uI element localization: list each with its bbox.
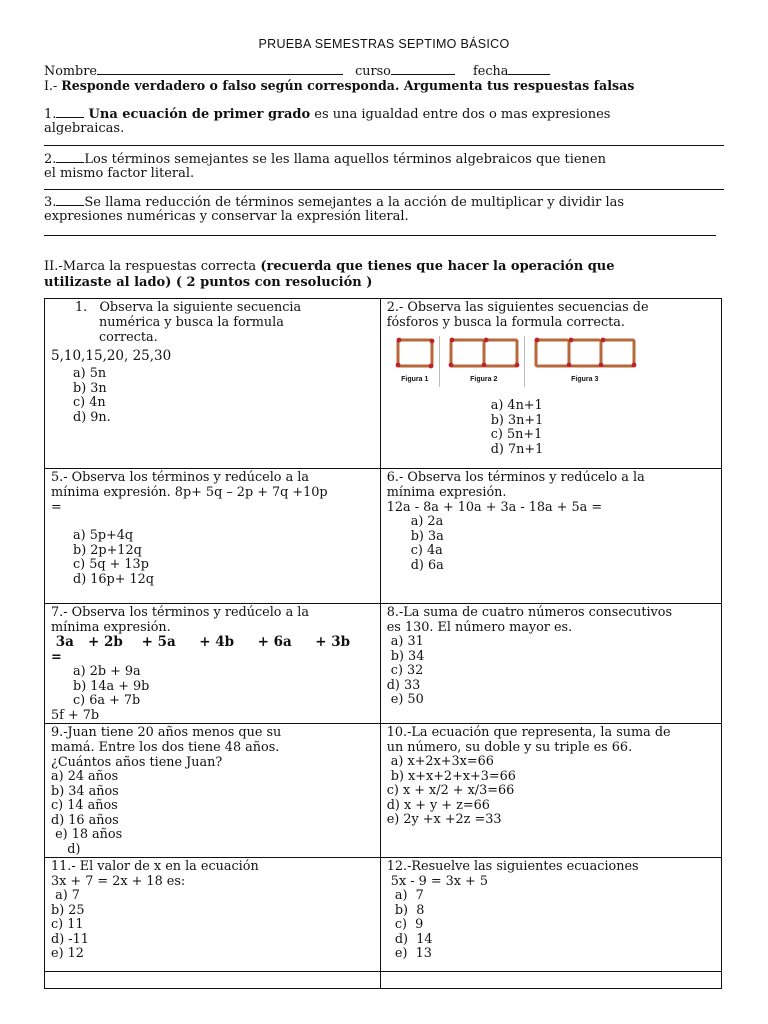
question-2-cell: 2.- Observa las siguientes secuencias de fósforos y busca la formula correcta. Figura 1 Figura 2 Figura 3 a) 4n+1 b) 3n+1 c) 5n+1 d) 7n+1 xyxy=(380,299,721,469)
figure-2: Figura 2 xyxy=(444,336,525,387)
instruction-text: Responde verdadero o falso según corresponda. Argumenta tus respuestas falsas xyxy=(61,78,635,93)
tf-answer-2[interactable] xyxy=(56,151,84,163)
figure-1: Figura 1 xyxy=(391,336,440,387)
option[interactable]: b) 34 años xyxy=(51,783,119,799)
question-9-cell: 9.-Juan tiene 20 años menos que su mamá. Entre los dos tiene 48 años. ¿Cuántos años tiene Juan? a) 24 años b) 34 años c) 14 años d) 16 años e) 18 años d) xyxy=(45,724,381,858)
option[interactable]: e) 13 xyxy=(386,946,432,961)
option[interactable]: e) 12 xyxy=(51,946,84,961)
option[interactable]: a) 4n+1 xyxy=(490,398,543,413)
tf-answer-3[interactable] xyxy=(56,194,84,206)
option[interactable]: d) 9n. xyxy=(73,409,111,425)
option[interactable]: c) 14 años xyxy=(51,798,118,813)
option[interactable]: d) 16 años xyxy=(51,812,119,828)
option[interactable]: a) 7 xyxy=(386,888,424,903)
answer-line-3[interactable] xyxy=(44,235,716,236)
header-fields xyxy=(44,63,550,79)
option[interactable]: a) 2b + 9a xyxy=(73,664,141,679)
questions-grid xyxy=(44,298,722,989)
question-5-cell: 5.- Observa los términos y redúcelo a la mínima expresión. 8p+ 5q – 2p + 7q +10p = a) 5p+4q b) 2p+12q c) 5q + 13p d) 16p+ 12q xyxy=(45,469,381,604)
option[interactable]: b) x+x+2+x+3=66 xyxy=(386,768,516,784)
curso-field[interactable] xyxy=(391,63,455,75)
tf-question-2-cont: el mismo factor literal. xyxy=(44,166,195,181)
section2-intro: II.-Marca la respuestas correcta (recuerda que tienes que hacer la operación que xyxy=(44,259,615,274)
option[interactable]: a) 7 xyxy=(51,888,80,903)
option[interactable]: e) 50 xyxy=(386,692,424,707)
curso-label: curso xyxy=(355,64,391,79)
tf-question-1: 1. Una ecuación de primer grado es una igualdad entre dos o mas expresiones xyxy=(44,107,611,122)
question-6-cell: 6.- Observa los términos y redúcelo a la mínima expresión. 12a - 8a + 10a + 3a - 18a + 5a = a) 2a b) 3a c) 4a d) 6a xyxy=(380,469,721,604)
expression: 3a + 2b + 5a + 4b + 6a + 3b xyxy=(51,634,351,650)
option[interactable]: c) x + x/2 + x/3=66 xyxy=(386,783,515,798)
option[interactable]: b) 3n+1 xyxy=(490,412,544,428)
option[interactable]: b) 25 xyxy=(51,902,85,918)
fecha-label: fecha xyxy=(473,64,509,79)
option[interactable]: c) 6a + 7b xyxy=(73,693,141,708)
question-12-cell: 12.-Resuelve las siguientes ecuaciones 5x - 9 = 3x + 5 a) 7 b) 8 c) 9 d) 14 e) 13 xyxy=(380,858,721,972)
tf-question-1-cont: algebraicas. xyxy=(44,121,125,136)
matchstick-square-icon xyxy=(393,336,437,370)
question-8-cell: 8.-La suma de cuatro números consecutivos es 130. El número mayor es. a) 31 b) 34 c) 32 d) 33 e) 50 xyxy=(380,604,721,724)
option[interactable]: a) x+2x+3x=66 xyxy=(386,754,494,769)
option[interactable]: d) 16p+ 12q xyxy=(73,571,154,587)
option[interactable]: d) 14 xyxy=(386,931,433,947)
option[interactable]: b) 3a xyxy=(410,528,444,544)
option[interactable]: c) 5q + 13p xyxy=(73,557,149,572)
expression: 12a - 8a + 10a + 3a - 18a + 5a = xyxy=(386,500,603,515)
answer-line-1[interactable] xyxy=(44,145,724,146)
option[interactable]: c) 5n+1 xyxy=(490,427,543,442)
option[interactable]: d) 6a xyxy=(410,557,444,573)
option[interactable]: 5f + 7b xyxy=(51,707,100,723)
option[interactable]: e) 2y +x +2z =33 xyxy=(386,812,502,827)
option[interactable]: d) xyxy=(51,841,81,857)
option[interactable]: c) 11 xyxy=(51,917,84,932)
option[interactable]: d) -11 xyxy=(51,931,89,947)
matchstick-squares-icon xyxy=(531,336,639,370)
option[interactable]: c) 4a xyxy=(410,543,443,558)
empty-cell xyxy=(380,972,721,989)
question-10-cell: 10.-La ecuación que representa, la suma de un número, su doble y su triple es 66. a) x+2x+3x=66 b) x+x+2+x+3=66 c) x + x/2 + x/3=66 d) x + y + z=66 e) 2y +x +2z =33 xyxy=(380,724,721,858)
answer-line-2[interactable] xyxy=(44,189,724,190)
empty-cell xyxy=(45,972,381,989)
option[interactable]: a) 24 años xyxy=(51,769,119,784)
page-title: PRUEBA SEMESTRAS SEPTIMO BÁSICO xyxy=(258,37,510,51)
matchstick-squares-icon xyxy=(446,336,522,370)
question-7-cell: 7.- Observa los términos y redúcelo a la mínima expresión. 3a + 2b + 5a + 4b + 6a + 3b = a) 2b + 9a b) 14a + 9b c) 6a + 7b 5f + 7b xyxy=(45,604,381,724)
figure-3: Figura 3 xyxy=(529,336,641,387)
option[interactable]: d) 7n+1 xyxy=(490,441,544,457)
option[interactable]: d) 33 xyxy=(386,677,421,693)
section2-intro-cont: utilizaste al lado) ( 2 puntos con resolución ) xyxy=(44,275,373,290)
option[interactable]: b) 34 xyxy=(386,648,425,664)
option[interactable]: b) 3n xyxy=(73,380,107,396)
nombre-field[interactable] xyxy=(97,63,343,75)
option[interactable]: a) 2a xyxy=(410,514,444,529)
tf-question-3: 3. Se llama reducción de términos semejantes a la acción de multiplicar y dividir las xyxy=(44,195,625,210)
option[interactable]: e) 18 años xyxy=(51,827,123,842)
option[interactable]: b) 2p+12q xyxy=(73,542,142,558)
option[interactable]: a) 5n xyxy=(73,366,107,381)
option[interactable]: b) 8 xyxy=(386,902,425,918)
option[interactable]: b) 14a + 9b xyxy=(73,678,150,694)
tf-question-2: 2. Los términos semejantes se les llama aquellos términos algebraicos que tienen xyxy=(44,152,606,167)
tf-answer-1[interactable] xyxy=(56,106,84,118)
question-11-cell: 11.- El valor de x en la ecuación 3x + 7 = 2x + 18 es: a) 7 b) 25 c) 11 d) -11 e) 12 xyxy=(45,858,381,972)
option[interactable]: c) 32 xyxy=(386,663,424,678)
section1-instruction: I.- Responde verdadero o falso según corresponda. Argumenta tus respuestas falsas xyxy=(44,78,635,93)
sequence: 5,10,15,20, 25,30 xyxy=(51,348,172,364)
fecha-field[interactable] xyxy=(508,63,550,75)
matchstick-figures xyxy=(391,336,717,387)
option[interactable]: a) 31 xyxy=(386,634,424,649)
question-1-cell: 1. Observa la siguiente secuencia numérica y busca la formula correcta. 5,10,15,20, 25,30 a) 5n b) 3n c) 4n d) 9n. xyxy=(45,299,381,469)
tf-question-3-cont: expresiones numéricas y conservar la expresión literal. xyxy=(44,209,409,224)
option[interactable]: d) x + y + z=66 xyxy=(386,797,490,813)
nombre-label: Nombre xyxy=(44,64,97,79)
option[interactable]: c) 9 xyxy=(386,917,424,932)
option[interactable]: a) 5p+4q xyxy=(73,528,134,543)
option[interactable]: c) 4n xyxy=(73,395,106,410)
